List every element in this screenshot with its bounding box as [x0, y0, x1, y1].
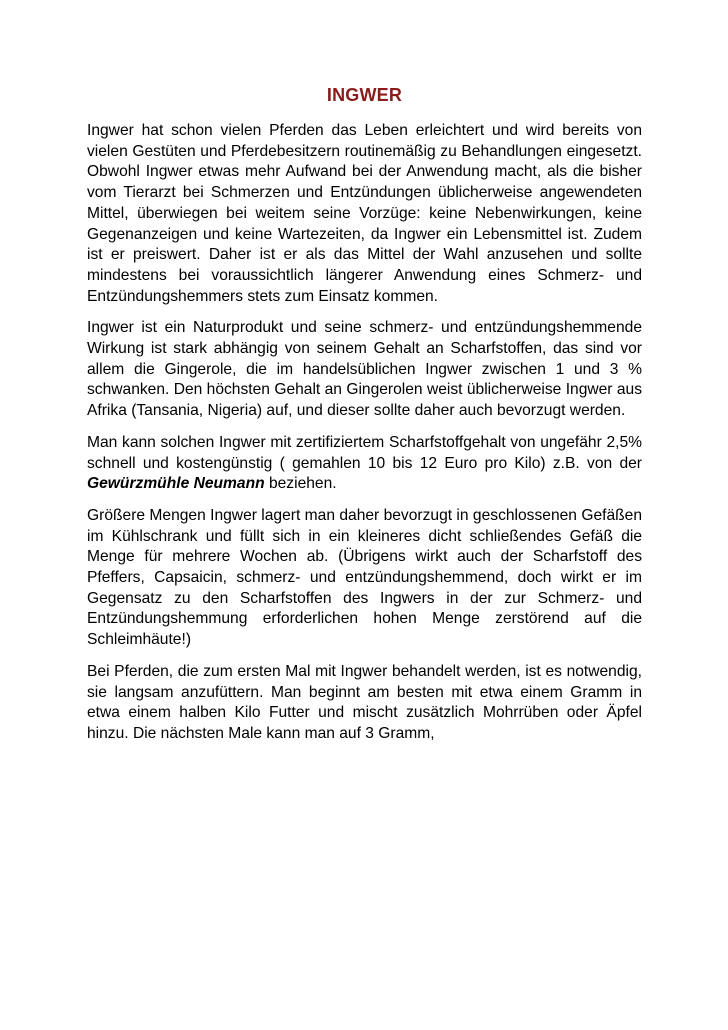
paragraph-supplier	[87, 433, 642, 495]
paragraph-gingerol-content: Ingwer ist ein Naturprodukt und seine schmerz- und entzündungshemmende Wirkung ist stark abhängig von seinem Gehalt an Scharfstoffen, das sind vor allem die Gingerole, die im handelsüblichen Ingwer zwischen 1 und 3 % schwanken. Den höchsten Gehalt an Gingerolen weist üblicherweise Ingwer aus Afrika (Tansania, Nigeria) auf, und dieser sollte daher auch bevorzugt werden.	[87, 319, 642, 420]
paragraph-storage: Größere Mengen Ingwer lagert man daher bevorzugt in geschlossenen Gefäßen im Kühlschrank und füllt sich in ein kleineres dicht schließendes Gefäß die Menge für mehrere Wochen ab. (Übrigens wirkt auch der Scharfstoff des Pfeffers, Capsaicin, schmerz- und entzündungshemmend, doch wirkt er im Gegensatz zu den Scharfstoffen des Ingwers in der zur Schmerz- und Entzündungshemmung erforderlichen hohen Menge zerstörend auf die Schleimhäute!)	[87, 506, 642, 649]
paragraph-supplier-end: beziehen.	[264, 475, 337, 493]
paragraph-intro: Ingwer hat schon vielen Pferden das Leben erleichtert und wird bereits von vielen Gestüten und Pferdebesitzern routinemäßig zu Behandlungen eingesetzt. Obwohl Ingwer etwas mehr Aufwand bei der Anwendung macht, als die bisher vom Tierarzt bei Schmerzen und Entzündungen üblicherweise angewendeten Mittel, überwiegen bei weitem seine Vorzüge: keine Nebenwirkungen, keine Gegenanzeigen und keine Wartezeiten, da Ingwer ein Lebensmittel ist. Zudem ist er preiswert. Daher ist er als das Mittel der Wahl anzusehen und sollte mindestens bei voraussichtlich längerer Anwendung eines Schmerz- und Entzündungshemmers stets zum Einsatz kommen.	[87, 122, 642, 305]
paragraph-feeding: Bei Pferden, die zum ersten Mal mit Ingwer behandelt werden, ist es notwendig, sie langsam anzufüttern. Man beginnt am besten mit etwa einem Gramm in etwa einem halben Kilo Futter und mischt zusätzlich Mohrrüben oder Äpfel hinzu. Die nächsten Male kann man auf 3 Gramm,	[87, 662, 642, 742]
supplier-brand-name: Gewürzmühle Neumann	[87, 475, 265, 493]
document-title: INGWER	[326, 85, 403, 105]
paragraph-supplier-text: Man kann solchen Ingwer mit zertifiziertem Scharfstoffgehalt von ungefähr 2,5% schnell und kostengünstig ( gemahlen 10 bis 12 Euro pro Kilo) z.B. von der	[87, 433, 642, 472]
document-page	[87, 83, 642, 756]
